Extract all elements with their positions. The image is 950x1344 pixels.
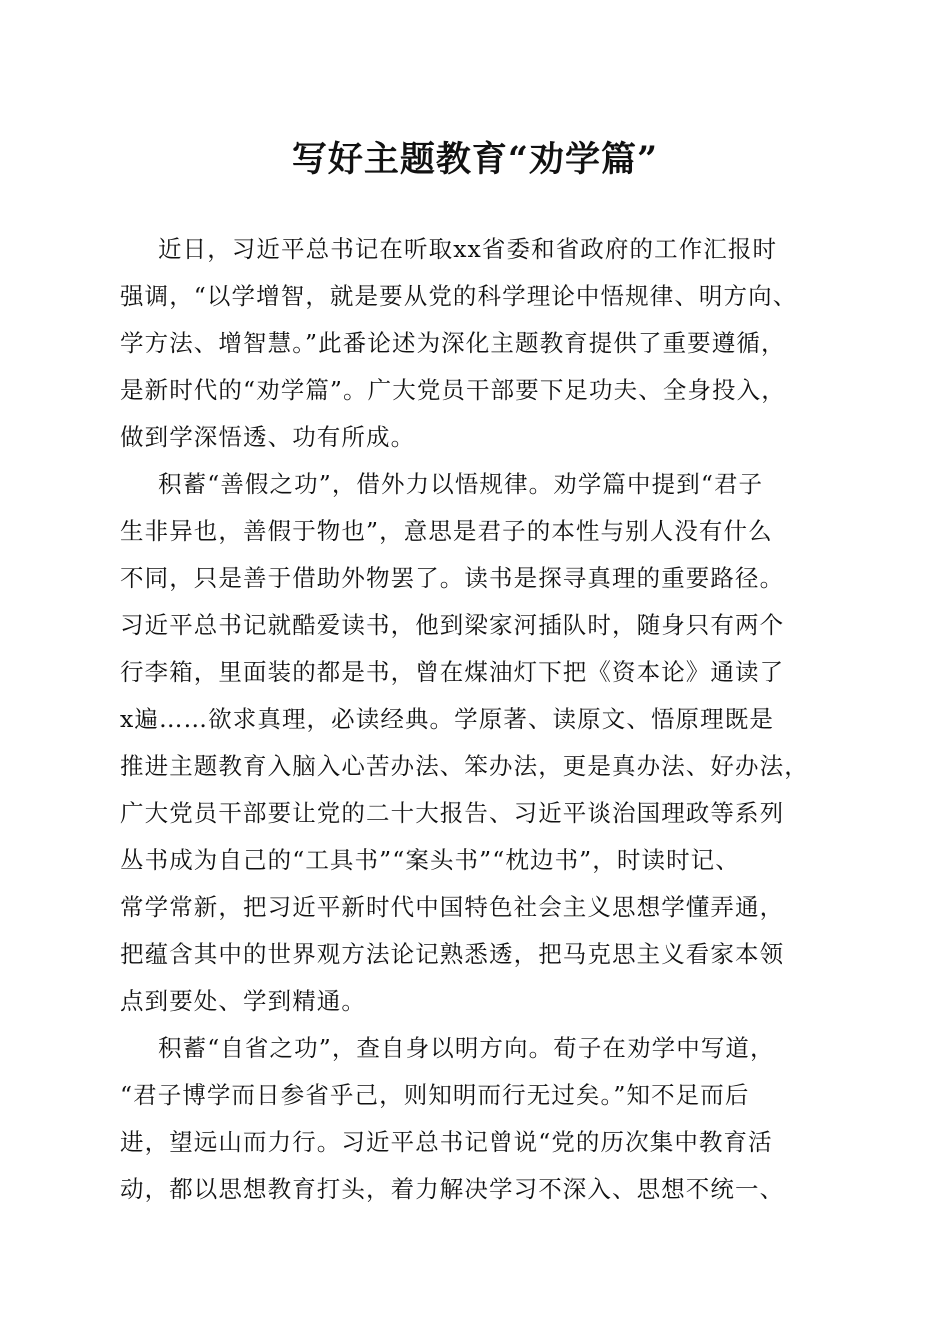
text-line: 推进主题教育入脑入心苦办法、笨办法，更是真办法、好办法， bbox=[120, 752, 809, 780]
text-line: 点到要处、学到精通。 bbox=[120, 987, 366, 1015]
text-line: 进，望远山而力行。习近平总书记曾说“党的历次集中教育活 bbox=[120, 1128, 773, 1156]
text-line: 把蕴含其中的世界观方法论记熟悉透，把马克思主义看家本领 bbox=[120, 940, 785, 968]
paragraph-2 bbox=[120, 461, 845, 1025]
text-line: 学方法、增智慧。”此番论述为深化主题教育提供了重要遵循， bbox=[120, 329, 786, 357]
text-line: 习近平总书记就酷爱读书，他到梁家河插队时，随身只有两个 bbox=[120, 611, 785, 639]
text-line: 丛书成为自己的“工具书”“案头书”“枕边书”，时读时记、 bbox=[120, 846, 740, 874]
text-line: x遍……欲求真理，必读经典。学原著、读原文、悟原理既是 bbox=[120, 705, 774, 733]
text-line: 积蓄“善假之功”，借外力以悟规律。劝学篇中提到“君子 bbox=[158, 470, 764, 498]
text-line: 生非异也，善假于物也”，意思是君子的本性与别人没有什么 bbox=[120, 517, 773, 545]
document-body bbox=[120, 226, 845, 1213]
text-line: 强调，“以学增智，就是要从党的科学理论中悟规律、明方向、 bbox=[120, 282, 798, 310]
paragraph-1 bbox=[120, 226, 845, 461]
text-line: “君子博学而日参省乎己，则知明而行无过矣。”知不足而后 bbox=[120, 1081, 750, 1109]
text-line: 常学常新，把习近平新时代中国特色社会主义思想学懂弄通， bbox=[120, 893, 785, 921]
document-title: 写好主题教育“劝学篇” bbox=[291, 139, 659, 180]
text-line: 广大党员干部要让党的二十大报告、习近平谈治国理政等系列 bbox=[120, 799, 785, 827]
text-line: 不同，只是善于借助外物罢了。读书是探寻真理的重要路径。 bbox=[120, 564, 785, 592]
text-line: 做到学深悟透、功有所成。 bbox=[120, 423, 416, 451]
text-line: 是新时代的“劝学篇”。广大党员干部要下足功夫、全身投入， bbox=[120, 376, 786, 404]
text-line: 行李箱，里面装的都是书，曾在煤油灯下把《资本论》通读了 bbox=[120, 658, 785, 686]
text-line: 近日，习近平总书记在听取xx省委和省政府的工作汇报时 bbox=[158, 235, 778, 263]
paragraph-3 bbox=[120, 1025, 845, 1213]
text-line: 动，都以思想教育打头，着力解决学习不深入、思想不统一、 bbox=[120, 1175, 785, 1203]
text-line: 积蓄“自省之功”，查自身以明方向。荀子在劝学中写道， bbox=[158, 1034, 775, 1062]
